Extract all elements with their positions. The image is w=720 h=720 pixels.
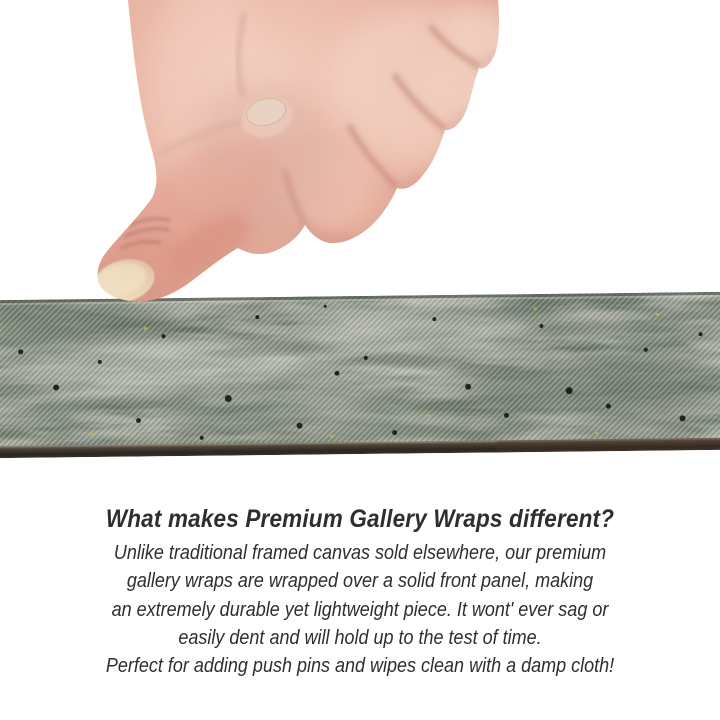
body-line: easily dent and will hold up to the test of time. bbox=[178, 626, 542, 649]
canvas-texture bbox=[0, 292, 720, 448]
canvas-edge-strip-image bbox=[0, 292, 720, 458]
body-line: an extremely durable yet lightweight piece. It wont' ever sag or bbox=[111, 598, 609, 621]
thumb-press-hand-image bbox=[0, 0, 720, 304]
body-line: Unlike traditional framed canvas sold elsewhere, our premium bbox=[113, 542, 607, 564]
body-line: Perfect for adding push pins and wipes clean with a damp cloth! bbox=[105, 655, 615, 678]
body-line: gallery wraps are wrapped over a solid front panel, making bbox=[126, 570, 594, 593]
copy-block bbox=[36, 502, 684, 680]
headline: What makes Premium Gallery Wraps different? bbox=[105, 505, 615, 533]
canvas-edge-strip-svg bbox=[0, 292, 720, 458]
